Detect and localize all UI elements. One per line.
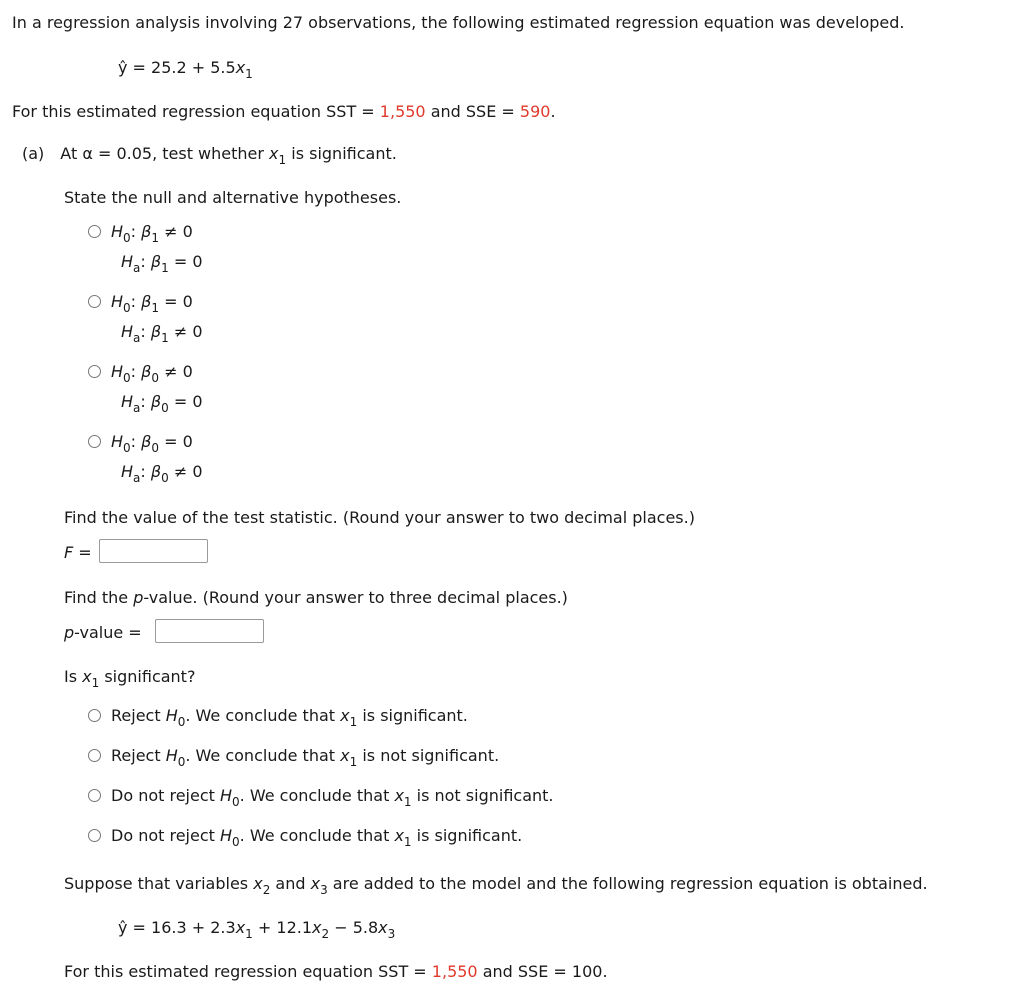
pvalue-label: p-value =: [64, 623, 142, 642]
alternative-hypothesis: $H_a$: $\beta_1 = 0$: [121, 252, 203, 275]
conclusion-option[interactable]: Do not reject $H_0$. We conclude that $x_1$ is significant.: [88, 826, 522, 846]
radio-button[interactable]: [88, 435, 101, 448]
conclusion-option[interactable]: Reject $H_0$. We conclude that $x_1$ is significant.: [88, 706, 468, 726]
radio-button[interactable]: [88, 225, 101, 238]
regression-equation-2: ŷ = $16.3 + 2.3x_1 + 12.1x_2 - 5.8x_3$: [118, 918, 396, 941]
test-stat-prompt: Find the value of the test statistic. (Round your answer to two decimal places.): [64, 508, 695, 527]
sse-value: 590: [519, 102, 551, 121]
conclusion-option[interactable]: Reject $H_0$. We conclude that $x_1$ is not significant.: [88, 746, 499, 766]
pvalue-input[interactable]: [155, 619, 264, 643]
sst-value-2: 1,550: [431, 962, 478, 981]
hypotheses-prompt: State the null and alternative hypotheses.: [64, 188, 402, 207]
alternative-hypothesis: $H_a$: $\beta_0 = 0$: [121, 392, 203, 415]
pvalue-prompt: Find the p-value. (Round your answer to three decimal places.): [64, 588, 568, 607]
radio-button[interactable]: [88, 789, 101, 802]
hypothesis-option[interactable]: $H_0$: $\beta_0 = 0$: [88, 432, 193, 452]
problem-intro: In a regression analysis involving 27 observations, the following estimated regression equation was developed.: [12, 13, 905, 32]
alternative-hypothesis: $H_a$: $\beta_1 \ne 0$: [121, 322, 203, 345]
sst-sse-line-1: For this estimated regression equation SST = 1,550 and SSE = 590.: [12, 102, 556, 121]
radio-button[interactable]: [88, 709, 101, 722]
sst-value: 1,550: [379, 102, 426, 121]
f-statistic-input[interactable]: [99, 539, 208, 563]
f-label: F =: [64, 543, 92, 562]
alternative-hypothesis: $H_a$: $\beta_0 \ne 0$: [121, 462, 203, 485]
radio-button[interactable]: [88, 749, 101, 762]
sse-value-2: 100: [571, 962, 603, 981]
regression-equation-1: ŷ = $25.2 + 5.5x_1$: [118, 58, 253, 81]
sst-sse-line-2: For this estimated regression equation SST = 1,550 and SSE = 100.: [64, 962, 608, 981]
conclusion-option[interactable]: Do not reject $H_0$. We conclude that $x_1$ is not significant.: [88, 786, 554, 806]
radio-button[interactable]: [88, 829, 101, 842]
suppose-text: Suppose that variables $x_2$ and $x_3$ are added to the model and the following regression equation is obtained.: [64, 874, 928, 897]
hypothesis-option[interactable]: $H_0$: $\beta_0 \ne 0$: [88, 362, 193, 382]
hypothesis-option[interactable]: $H_0$: $\beta_1 = 0$: [88, 292, 193, 312]
radio-button[interactable]: [88, 365, 101, 378]
significance-question: Is $x_1$ significant?: [64, 667, 196, 690]
part-a-question: (a) At α = 0.05, test whether $x_1$ is significant.: [22, 144, 397, 167]
hypothesis-option[interactable]: $H_0$: $\beta_1 \ne 0$: [88, 222, 193, 242]
radio-button[interactable]: [88, 295, 101, 308]
